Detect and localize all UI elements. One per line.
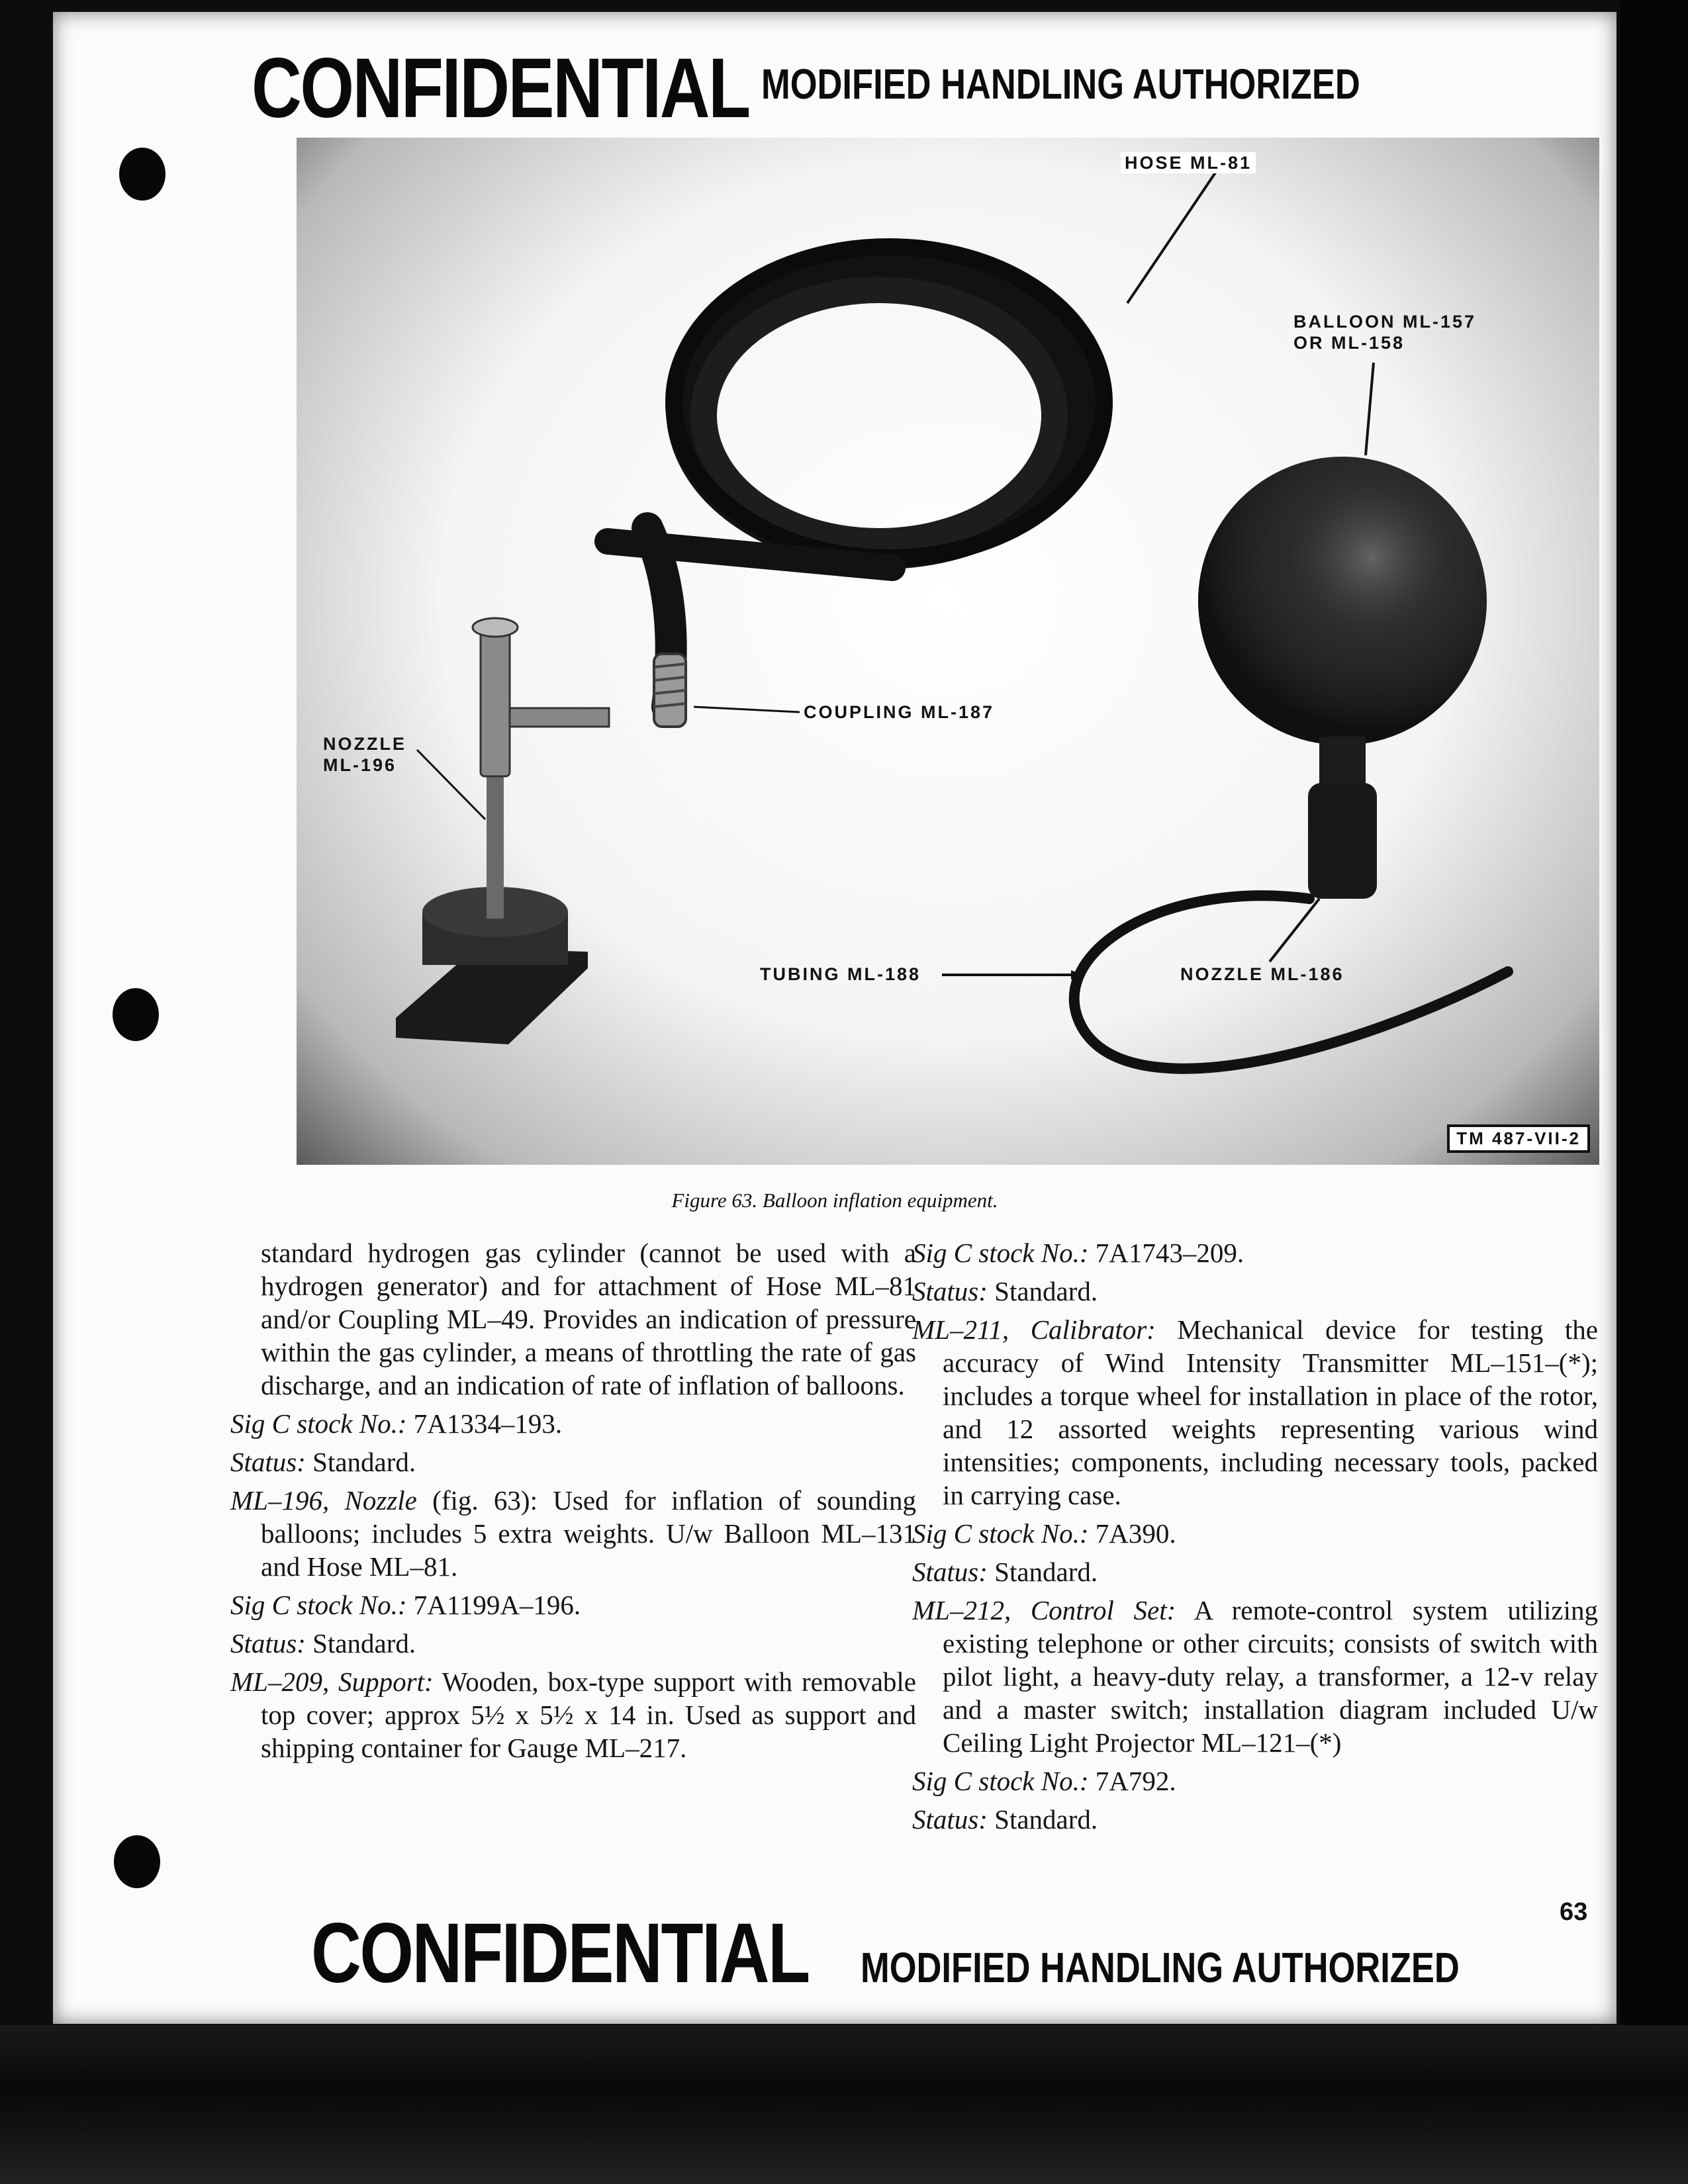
left-stock-number-1 [230, 1407, 916, 1440]
stock-label: Sig C stock No.: [912, 1766, 1089, 1796]
right-status-1 [912, 1275, 1598, 1308]
stock-value: 7A1743–209. [1088, 1238, 1244, 1268]
coupling-leader-line [694, 707, 800, 712]
status-label: Status: [912, 1276, 988, 1306]
item-id: ML–212, Control Set: [912, 1595, 1176, 1625]
item-description: Mechanical device for testing the accuracy of Wind Intensity Transmitter ML–151–(*); includes a torque wheel for installation in place of the rotor, and 12 assorted weights representing various wind intensities; components, including necessary tools, packed in carrying case. [943, 1314, 1599, 1510]
binder-hole-top [119, 148, 165, 201]
nozzle-186-leader-line [1270, 899, 1319, 962]
document-page [53, 12, 1617, 2024]
stock-label: Sig C stock No.: [912, 1238, 1089, 1268]
tubing-callout: TUBING ML-188 [760, 964, 921, 984]
status-label: Status: [912, 1557, 988, 1587]
binder-hole-bottom [114, 1835, 160, 1888]
ml-212-entry [912, 1594, 1598, 1759]
header-confidential-stamp: CONFIDENTIAL [252, 41, 749, 136]
status-label: Status: [912, 1804, 988, 1835]
hose-callout: HOSE ML-81 [1121, 152, 1256, 173]
nozzle-196-leader-line [417, 750, 485, 819]
stock-label: Sig C stock No.: [912, 1518, 1089, 1549]
item-id: ML–196, Nozzle [230, 1485, 417, 1516]
item-description: Wooden, box-type support with removable top cover; approx 5½ x 5½ x 14 in. Used as support and shipping container for Gauge ML–217. [261, 1666, 916, 1763]
footer-modified-handling-stamp: MODIFIED HANDLING AUTHORIZED [861, 1944, 1460, 1991]
stock-value: 7A1199A–196. [406, 1590, 581, 1620]
coupling-callout: COUPLING ML-187 [804, 702, 995, 722]
stock-label: Sig C stock No.: [230, 1590, 407, 1620]
balloon-leader-line [1366, 363, 1374, 455]
status-value: Standard. [987, 1557, 1098, 1587]
balloon-callout: BALLOON ML-157 OR ML-158 [1293, 312, 1477, 353]
item-id: ML–209, Support: [230, 1666, 434, 1697]
stock-value: 7A1334–193. [406, 1408, 563, 1439]
ml-196-entry [230, 1484, 916, 1583]
scan-right-edge [1620, 0, 1688, 2184]
right-text-column [912, 1236, 1598, 1841]
tm-reference-tag: TM 487-VII-2 [1447, 1124, 1590, 1153]
footer-confidential-stamp: CONFIDENTIAL [311, 1906, 809, 2001]
ml-209-entry [230, 1665, 916, 1764]
coupling-shape [654, 654, 686, 727]
right-status-3 [912, 1803, 1598, 1836]
figure-caption: Figure 63. Balloon inflation equipment. [671, 1189, 998, 1212]
status-value: Standard. [305, 1447, 416, 1477]
item-id: ML–211, Calibrator: [912, 1314, 1156, 1345]
stock-value: 7A390. [1088, 1518, 1176, 1549]
nozzle-196-shape [396, 618, 609, 1044]
right-stock-number-1 [912, 1236, 1598, 1269]
scan-bottom-edge [0, 2025, 1688, 2184]
figure-photo [297, 138, 1599, 1165]
left-status-1 [230, 1445, 916, 1479]
status-label: Status: [230, 1628, 306, 1659]
status-value: Standard. [305, 1628, 416, 1659]
left-paragraph-continued: standard hydrogen gas cylinder (cannot be used with a hydrogen generator) and for attachment of Hose ML–81 and/or Coupling ML–49. Provides an indication of pressure within the gas cylinder, a means of throttling the rate of gas discharge, and an indication of rate of inflation of balloons. [261, 1238, 916, 1400]
page-number: 63 [1560, 1898, 1588, 1926]
hose-leader-line [1127, 171, 1217, 303]
ml-211-entry [912, 1313, 1598, 1512]
binder-hole-middle [113, 988, 159, 1041]
stock-label: Sig C stock No.: [230, 1408, 407, 1439]
equipment-illustration [297, 138, 1599, 1165]
left-text-column [230, 1236, 916, 1770]
left-stock-number-2 [230, 1588, 916, 1621]
status-label: Status: [230, 1447, 306, 1477]
header-modified-handling-stamp: MODIFIED HANDLING AUTHORIZED [761, 60, 1360, 108]
nozzle-196-callout: NOZZLE ML-196 [323, 734, 406, 775]
item-description: (fig. 63): Used for inflation of sounding balloons; includes 5 extra weights. U/w Balloon ML–131 and Hose ML–81. [261, 1485, 916, 1582]
right-stock-number-3 [912, 1764, 1598, 1797]
status-value: Standard. [987, 1276, 1098, 1306]
nozzle-186-callout: NOZZLE ML-186 [1180, 964, 1344, 984]
stock-value: 7A792. [1088, 1766, 1176, 1796]
status-value: Standard. [987, 1804, 1098, 1835]
hose-coil-shape [608, 247, 1104, 707]
right-status-2 [912, 1555, 1598, 1588]
left-status-2 [230, 1627, 916, 1660]
right-stock-number-2 [912, 1517, 1598, 1550]
item-description: A remote-control system utilizing existing telephone or other circuits; consists of switch with pilot light, a heavy-duty relay, a transformer, a 12-v relay and a master switch; installation diagram included U/w Ceiling Light Projector ML–121–(*) [943, 1595, 1599, 1758]
